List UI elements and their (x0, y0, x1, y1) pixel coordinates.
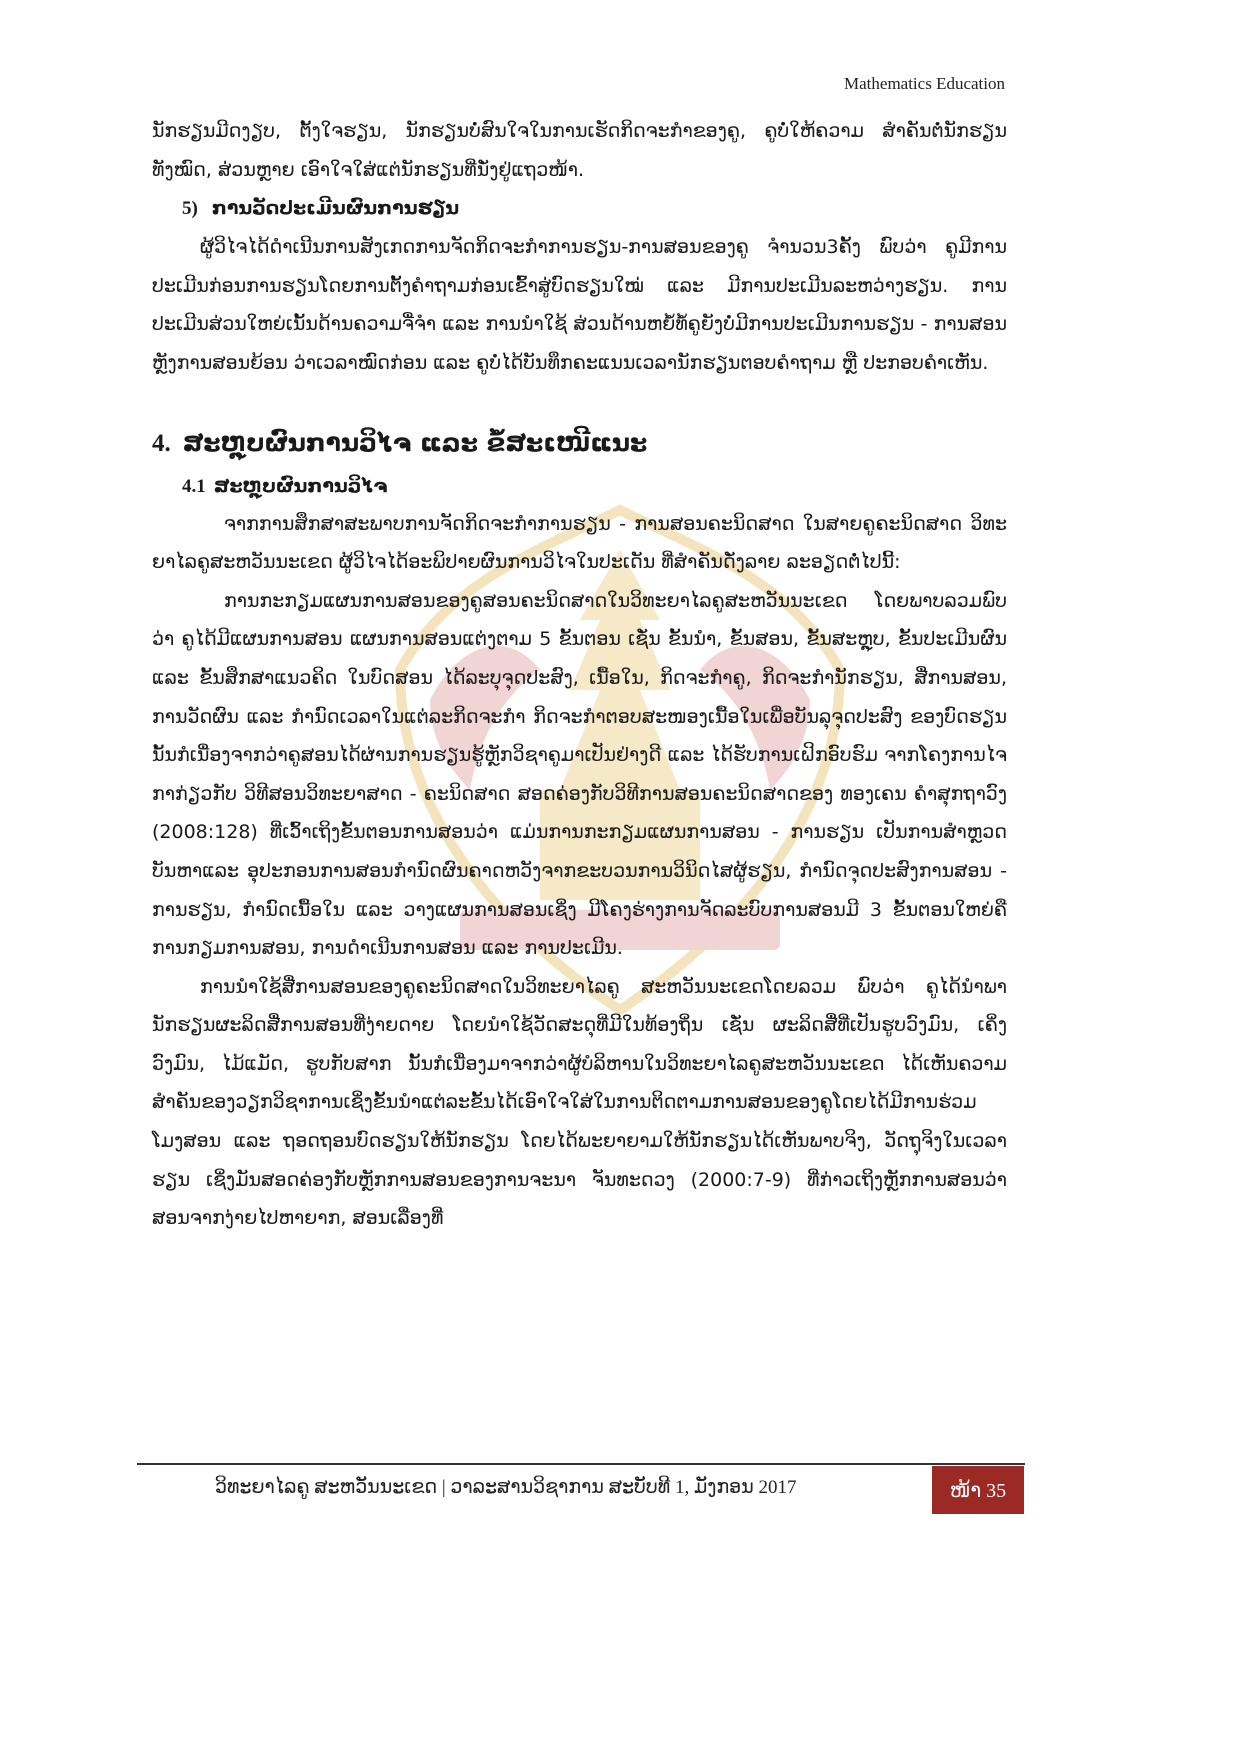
list-title: ການວັດປະເມີນຜົນການຮຽນ (211, 197, 460, 220)
footer-divider (137, 1463, 1025, 1465)
subsection-heading-4-1 (182, 468, 1007, 505)
list-number: 5) (182, 198, 198, 220)
running-header: Mathematics Education (844, 74, 1005, 93)
subsection-number: 4.1 (182, 475, 206, 497)
paragraph-assessment: ຜູ້ວິໄຈໄດ້ດຳເນີນການສັງເກດການຈັດກິດຈະກຳການຮຽນ-ການສອນຂອງຄູ ຈຳນວນ3ຄັ້ງ ພົບວ່າ ຄູມີການປະເມີນກ່ອນການຮຽນໂດຍການຕັ້ງຄຳຖາມກ່ອນເຂົ້າສູ່ບົດຮຽນໃໝ່ ແລະ ມີການປະເມີນລະຫວ່າງຮຽນ. ການປະເມີນສ່ວນໃຫຍ່ເນັ້ນດ້ານຄວາມຈື່ຈຳ ແລະ ການນຳໃຊ້ ສ່ວນດ້ານຫຍໍ້ທໍ້ຄູຍັງບໍ່ມີການປະເມີນການຮຽນ - ການສອນຫຼັງການສອນຍ້ອນ ວ່າເວລາໝົດກ່ອນ ແລະ ຄູບໍ່ໄດ້ບັນທຶກຄະແນນເວລານັກຮຽນຕອບຄຳຖາມ ຫຼື ປະກອບຄຳເຫັນ. (152, 236, 1007, 374)
paragraph-students-attention: ນັກຮຽນມີດງຽບ, ຕັ້ງໃຈຮຽນ, ນັກຮຽນບໍ່ສົນໃຈໃນການເຮັດກິດຈະກຳຂອງຄູ, ຄູບໍ່ໃຫ້ຄວາມ ສຳຄັນຕໍ່ນັກຮຽນທັງໝົດ, ສ່ວນຫຼາຍ ເອົາໃຈໃສ່ແຕ່ນັກຮຽນທີ່ນັ່ງຢູ່ແຖວໜ້າ. (152, 120, 1007, 181)
page-body (152, 112, 1007, 1238)
paragraph-teaching-media: ການນຳໃຊ້ສື່ການສອນຂອງຄູຄະນິດສາດໃນວິທະຍາໄລຄູ ສະຫວັນນະເຂດໂດຍລວມ ພົບວ່າ ຄູໄດ້ນຳພານັກຮຽນຜະລິດສື່ການສອນທີ່ງ່າຍດາຍ ໂດຍນຳໃຊ້ວັດສະດຸທີ່ມີໃນທ້ອງຖິ່ນ ເຊັ່ນ ຜະລິດສື່ທີ່ເປັນຮູບວົງມົນ, ເຄິ່ງວົງມົນ, ໄມ້ແມັດ, ຮູບກັບສາກ ນັ້ນກໍເນື່ອງມາຈາກວ່າຜູ້ບໍລິຫານໃນວິທະຍາໄລຄູສະຫວັນນະເຂດ ໄດ້ເຫັນຄວາມສຳຄັນຂອງວຽກວິຊາການເຊິ່ງຂັ້ນນຳແຕ່ລະຂັ້ນໄດ້ເອົາໃຈໃສ່ໃນການຕິດຕາມການສອນຂອງຄູໂດຍໄດ້ມີການຮ່ວມໂມງສອນ ແລະ ຖອດຖອນບົດຮຽນໃຫ້ນັກຮຽນ ໂດຍໄດ້ພະຍາຍາມໃຫ້ນັກຮຽນໄດ້ເຫັນພາບຈິງ, ວັດຖຸຈິງໃນເວລາຮຽນ ເຊິ່ງມັນສອດຄ່ອງກັບຫຼັກການສອນຂອງການຈະນາ ຈັນທະດວງ (2000:7-9) ທີ່ກ່າວເຖິງຫຼັກການສອນວ່າ ສອນຈາກງ່າຍໄປຫາຍາກ, ສອນເລື່ອງທີ່ (152, 975, 1007, 1230)
paragraph-lesson-planning: ການກະກຽມແຜນການສອນຂອງຄູສອນຄະນິດສາດໃນວິທະຍາໄລຄູສະຫວັນນະເຂດ ໂດຍພາບລວມພົບວ່າ ຄູໄດ້ມີແຜນການສອນ ແຜນການສອນແຕ່ງຕາມ 5 ຂັ້ນຕອນ ເຊັ່ນ ຂັ້ນນຳ, ຂັ້ນສອນ, ຂັ້ນສະຫຼຸບ, ຂັ້ນປະເມີນຜົນ ແລະ ຂັ້ນສຶກສາແນວຄິດ ໃນບົດສອນ ໄດ້ລະບຸຈຸດປະສົງ, ເນື້ອໃນ, ກິດຈະກຳຄູ, ກິດຈະກຳນັກຮຽນ, ສື່ການສອນ, ການວັດຜົນ ແລະ ກຳນົດເວລາໃນແຕ່ລະກິດຈະກຳ ກິດຈະກຳຕອບສະໜອງເນື້ອໃນເພື່ອບັນລຸຈຸດປະສົງ ຂອງບົດຮຽນ ນັ້ນກໍເນື່ອງຈາກວ່າຄູສອນໄດ້ຜ່ານການຮຽນຮູ້ຫຼັກວິຊາຄູມາເປັນຢ່າງດີ ແລະ ໄດ້ຮັບການເຝິກອົບຮົມ ຈາກໂຄງການໄຈກາກ່ຽວກັບ ວິທີສອນວິທະຍາສາດ - ຄະນິດສາດ ສອດຄ່ອງກັບວິທີການສອນຄະນິດສາດຂອງ ທອງເຄນ ຄຳສຸກຖາວົງ (2008:128) ທີ່ເວົ້າເຖິງຂັ້ນຕອນການສອນວ່າ ແມ່ນການກະກຽມແຜນການສອນ - ການຮຽນ ເປັນການສຳຫຼວດບັນຫາແລະ ອຸປະກອນການສອນກຳນົດຜົນຄາດຫວັງຈາກຂະບວນການວິນິດໄສຜູ້ຮຽນ, ກຳນົດຈຸດປະສົງການສອນ - ການຮຽນ, ກຳນົດເນື້ອໃນ ແລະ ວາງແຜນການສອນເຊິ່ງ ມີໂຄງຮ່າງການຈັດລະບົບການສອນມີ 3 ຂັ້ນຕອນໃຫຍ່ຄື ການກຽມການສອນ, ການດຳເນີນການສອນ ແລະ ການປະເມີນ. (152, 589, 1007, 960)
section-heading-4 (152, 423, 1007, 464)
section-number: 4. (152, 429, 171, 457)
footer-journal-line: ວິທະຍາໄລຄູ ສະຫວັນນະເຂດ | ວາລະສານວິຊາການ ສະບັບທີ 1, ມັງກອນ 2017 (215, 1477, 797, 1498)
list-item-heading-5 (182, 189, 1007, 228)
paragraph-study-intro: ຈາກການສຶກສາສະພາບການຈັດກິດຈະກຳການຮຽນ - ການສອນຄະນິດສາດ ໃນສາຍຄູຄະນິດສາດ ວິທະ ຍາໄລຄູສະຫວັນນະເຂດ ຜູ້ວິໄຈໄດ້ອະພິປາຍຜົນການວິໄຈໃນປະເດັນ ທີ່ສຳຄັນດັ່ງລາຍ ລະອຽດຕໍ່ໄປນີ້: (152, 512, 1007, 574)
subsection-title: ສະຫຼຸບຜົນການວິໄຈ (213, 474, 388, 497)
section-title: ສະຫຼຸບຜົນການວິໄຈ ແລະ ຂໍ້ສະເໜີແນະ (182, 427, 648, 457)
page-number-badge: ໜ້າ 35 (932, 1466, 1024, 1514)
